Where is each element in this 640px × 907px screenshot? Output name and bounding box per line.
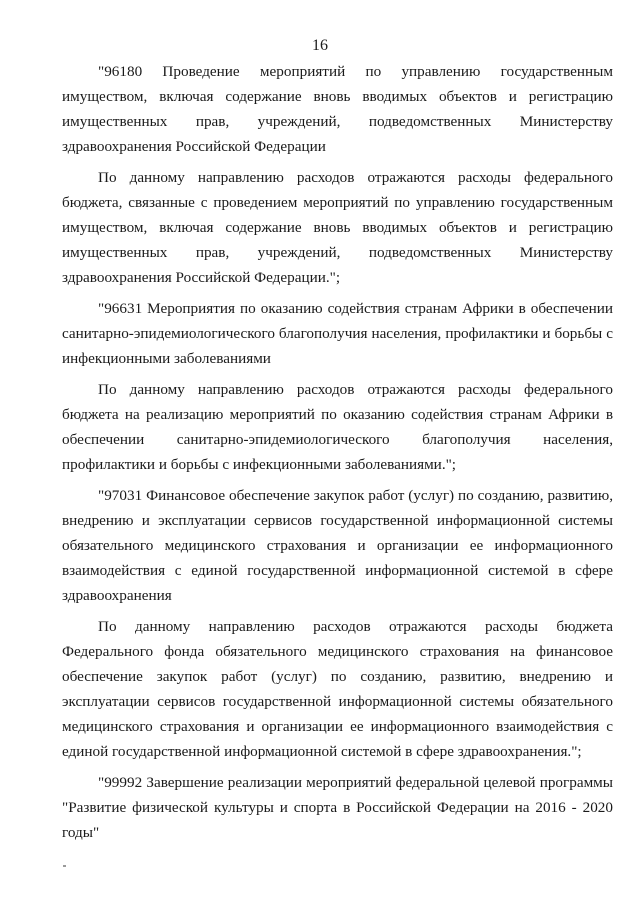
paragraph-96631-heading: "96631 Мероприятия по оказанию содействия странам Африки в обеспечении санитарно-эпидемиологического благополучия населения, профилактики и борьбы с инфекционными заболеваниями: [62, 300, 613, 367]
document-body: [62, 59, 613, 851]
paragraph-96631-description: По данному направлению расходов отражаются расходы федерального бюджета на реализацию мероприятий по оказанию содействия странам Африки в обеспечении санитарно-эпидемиологического благополучия населения, профилактики и борьбы с инфекционными заболеваниями.";: [62, 381, 613, 473]
paragraph-96180-heading: "96180 Проведение мероприятий по управлению государственным имуществом, включая содержание вновь вводимых объектов и регистрацию имущественных прав, учреждений, подведомственных Министерству здравоохранения Российской Федерации: [62, 63, 613, 155]
paragraph-99992-heading: "99992 Завершение реализации мероприятий федеральной целевой программы "Развитие физической культуры и спорта в Российской Федерации на 2016 - 2020 годы": [62, 774, 613, 841]
scan-mark: [63, 865, 66, 867]
page-number: 16: [312, 37, 328, 54]
paragraph-97031-heading: "97031 Финансовое обеспечение закупок работ (услуг) по созданию, развитию, внедрению и эксплуатации сервисов государственной информационной системы обязательного медицинского страхования и организации ее информационного взаимодействия с единой государственной информационной системой в сфере здравоохранения: [62, 487, 613, 604]
paragraph-97031-description: По данному направлению расходов отражаются расходы бюджета Федерального фонда обязательного медицинского страхования на финансовое обеспечение закупок работ (услуг) по созданию, развитию, внедрению и эксплуатации сервисов государственной информационной системы обязательного медицинского страхования и организации ее информационного взаимодействия с единой государственной информационной системой в сфере здравоохранения.";: [62, 618, 613, 760]
paragraph-96180-description: По данному направлению расходов отражаются расходы федерального бюджета, связанные с проведением мероприятий по управлению государственным имуществом, включая содержание вновь вводимых объектов и регистрацию имущественных прав, учреждений, подведомственных Министерству здравоохранения Российской Федерации.";: [62, 169, 613, 286]
